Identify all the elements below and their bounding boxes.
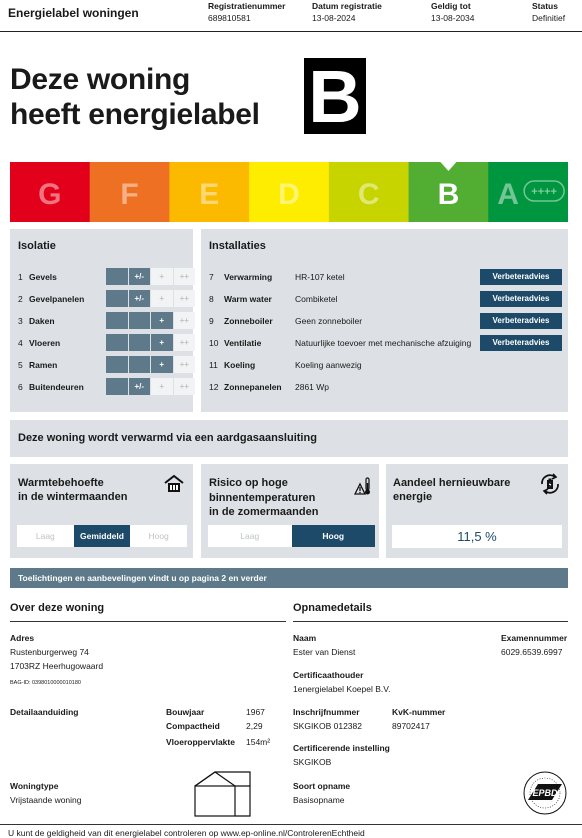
warmte-level-laag: Laag bbox=[17, 525, 74, 547]
scale-letter-f: F bbox=[120, 178, 139, 211]
row-name: Koeling bbox=[224, 360, 256, 370]
document-header bbox=[0, 0, 582, 32]
row-number: 3 bbox=[18, 316, 23, 326]
hernieuwbaar-value: 11,5 % bbox=[392, 525, 562, 548]
row-value: Combiketel bbox=[295, 294, 338, 304]
isolatie-row bbox=[18, 356, 190, 374]
row-name: Gevelpanelen bbox=[29, 294, 85, 304]
woningtype-value: Vrijstaande woning bbox=[10, 795, 82, 805]
row-name: Gevels bbox=[29, 272, 57, 282]
isolatie-rating-bar bbox=[106, 334, 196, 351]
hernieuwbaar-title: Aandeel hernieuwbare energie bbox=[393, 477, 511, 503]
rating-cell: + bbox=[151, 356, 173, 373]
installaties-title: Installaties bbox=[209, 240, 266, 252]
row-number: 7 bbox=[209, 272, 214, 282]
row-name: Verwarming bbox=[224, 272, 273, 282]
detached-house-icon bbox=[193, 770, 253, 823]
row-number: 8 bbox=[209, 294, 214, 304]
header-registratienummer: Registratienummer 689810581 bbox=[208, 1, 286, 23]
risico-title: Risico op hoge binnentemperaturen in de zomermaanden bbox=[209, 477, 319, 518]
row-number: 10 bbox=[209, 338, 219, 348]
rating-cell: + bbox=[151, 268, 173, 285]
header-status: Status Definitief bbox=[532, 1, 566, 23]
row-value: HR-107 ketel bbox=[295, 272, 345, 282]
bouwjaar-value: 1967 bbox=[246, 707, 265, 717]
heating-text: Deze woning wordt verwarmd via een aardgasaansluiting bbox=[18, 432, 317, 444]
installatie-row bbox=[209, 312, 563, 330]
naam-value: Ester van Dienst bbox=[293, 647, 356, 657]
certificaathouder-value: 1energielabel Koepel B.V. bbox=[293, 684, 391, 694]
row-value: Natuurlijke toevoer met mechanische afzuiging bbox=[295, 338, 472, 348]
rating-cell: +/- bbox=[129, 378, 151, 395]
risico-panel bbox=[201, 464, 379, 558]
thermometer-warning-icon bbox=[354, 476, 372, 501]
isolatie-title: Isolatie bbox=[18, 240, 56, 252]
isolatie-rating-bar bbox=[106, 268, 196, 285]
rating-cell: ++ bbox=[174, 290, 196, 307]
installaties-panel bbox=[201, 229, 568, 412]
rating-cell bbox=[106, 378, 128, 395]
row-number: 9 bbox=[209, 316, 214, 326]
scale-letter-a: A bbox=[497, 178, 519, 211]
renewable-battery-icon bbox=[538, 472, 562, 501]
rating-cell: + bbox=[151, 290, 173, 307]
verbeteradvies-button[interactable]: Verbeteradvies bbox=[480, 335, 562, 351]
isolatie-rating-bar bbox=[106, 290, 196, 307]
row-name: Ramen bbox=[29, 360, 58, 370]
examennummer-label: Examennummer bbox=[501, 633, 568, 643]
installatie-row bbox=[209, 334, 563, 352]
header-geldig-tot: Geldig tot 13-08-2034 bbox=[431, 1, 475, 23]
rating-cell: ++ bbox=[174, 378, 196, 395]
inschrijfnummer-label: Inschrijfnummer bbox=[293, 707, 360, 717]
energy-label-letter: B bbox=[304, 58, 366, 134]
rating-cell: + bbox=[151, 378, 173, 395]
woning-section-title: Over deze woning bbox=[10, 602, 105, 614]
row-value: 2861 Wp bbox=[295, 382, 330, 392]
rating-cell bbox=[106, 268, 128, 285]
woning-divider bbox=[10, 621, 286, 622]
verbeteradvies-button[interactable]: Verbeteradvies bbox=[480, 313, 562, 329]
rating-cell: + bbox=[151, 334, 173, 351]
certificerende-instelling-value: SKGIKOB bbox=[293, 757, 332, 767]
row-number: 6 bbox=[18, 382, 23, 392]
row-value: Geen zonneboiler bbox=[295, 316, 363, 326]
adres-label: Adres bbox=[10, 633, 35, 643]
certificerende-instelling-label: Certificerende instelling bbox=[293, 743, 390, 753]
isolatie-rating-bar bbox=[106, 378, 196, 395]
woningtype-label: Woningtype bbox=[10, 781, 59, 791]
rating-cell: ++ bbox=[174, 334, 196, 351]
row-number: 12 bbox=[209, 382, 219, 392]
isolatie-row bbox=[18, 312, 190, 330]
verbeteradvies-button[interactable]: Verbeteradvies bbox=[480, 291, 562, 307]
inschrijfnummer-value: SKGIKOB 012382 bbox=[293, 721, 362, 731]
installatie-row bbox=[209, 290, 563, 308]
rating-cell: ++ bbox=[174, 268, 196, 285]
rating-cell bbox=[129, 334, 151, 351]
adres-line1: Rustenburgerweg 74 bbox=[10, 647, 89, 657]
verbeteradvies-button[interactable]: Verbeteradvies bbox=[480, 269, 562, 285]
opname-divider bbox=[293, 621, 568, 622]
warmtebehoefte-panel bbox=[10, 464, 193, 558]
heating-panel bbox=[10, 420, 568, 457]
energy-scale-graphic bbox=[10, 162, 568, 222]
warmtebehoefte-scale bbox=[17, 525, 187, 547]
a-plus-label: ++++ bbox=[531, 186, 557, 198]
compactheid-label: Compactheid bbox=[166, 721, 220, 731]
bag-id: BAG-ID: 0398010000010180 bbox=[10, 680, 81, 686]
row-name: Ventilatie bbox=[224, 338, 262, 348]
scale-letter-c: C bbox=[357, 178, 380, 211]
isolatie-rating-bar bbox=[106, 312, 196, 329]
opname-section-title: Opnamedetails bbox=[293, 602, 372, 614]
row-name: Daken bbox=[29, 316, 55, 326]
row-name: Buitendeuren bbox=[29, 382, 84, 392]
soort-opname-label: Soort opname bbox=[293, 781, 351, 791]
rating-cell: + bbox=[151, 312, 173, 329]
vloeroppervlakte-value: 154m² bbox=[246, 737, 271, 747]
row-name: Zonneboiler bbox=[224, 316, 273, 326]
warmtebehoefte-title: Warmtebehoefte in de wintermaanden bbox=[18, 477, 128, 503]
risico-level-hoog: Hoog bbox=[292, 525, 376, 547]
hernieuwbaar-panel bbox=[386, 464, 568, 558]
row-name: Zonnepanelen bbox=[224, 382, 282, 392]
warmte-level-hoog: Hoog bbox=[130, 525, 187, 547]
rating-cell bbox=[106, 290, 128, 307]
rating-cell bbox=[129, 356, 151, 373]
scale-letter-e: E bbox=[199, 178, 220, 211]
isolatie-row bbox=[18, 378, 190, 396]
footer-text: U kunt de geldigheid van dit energielabel controleren op www.ep-online.nl/ControlerenEchtheid bbox=[8, 828, 365, 838]
isolatie-panel bbox=[10, 229, 193, 412]
rating-cell: ++ bbox=[174, 356, 196, 373]
bouwjaar-label: Bouwjaar bbox=[166, 707, 205, 717]
isolatie-row bbox=[18, 268, 190, 286]
installatie-row bbox=[209, 356, 563, 374]
rating-cell bbox=[106, 312, 128, 329]
scale-letter-b: B bbox=[437, 178, 460, 211]
certificaathouder-label: Certificaathouder bbox=[293, 670, 364, 680]
headline: Deze woning heeft energielabel bbox=[10, 63, 260, 131]
rating-cell: ++ bbox=[174, 312, 196, 329]
compactheid-value: 2,29 bbox=[246, 721, 263, 731]
row-name: Vloeren bbox=[29, 338, 61, 348]
row-number: 1 bbox=[18, 272, 23, 282]
adres-line2: 1703RZ Heerhugowaard bbox=[10, 661, 104, 671]
energy-scale bbox=[10, 162, 568, 222]
row-number: 2 bbox=[18, 294, 23, 304]
risico-scale bbox=[208, 525, 375, 547]
row-name: Warm water bbox=[224, 294, 272, 304]
soort-opname-value: Basisopname bbox=[293, 795, 345, 805]
info-strip: Toelichtingen en aanbevelingen vindt u op pagina 2 en verder bbox=[10, 568, 568, 588]
row-value: Koeling aanwezig bbox=[295, 360, 362, 370]
detail-label: Detailaanduiding bbox=[10, 707, 79, 717]
row-number: 11 bbox=[209, 360, 218, 370]
svg-text:EPBD: EPBD bbox=[532, 788, 558, 798]
footer-divider bbox=[0, 824, 582, 825]
scale-letter-d: D bbox=[278, 178, 300, 211]
risico-level-laag: Laag bbox=[208, 525, 292, 547]
installatie-row bbox=[209, 268, 563, 286]
rating-cell bbox=[129, 312, 151, 329]
row-number: 4 bbox=[18, 338, 23, 348]
naam-label: Naam bbox=[293, 633, 317, 643]
installatie-row bbox=[209, 378, 563, 396]
scale-letter-g: G bbox=[38, 178, 62, 211]
kvk-label: KvK-nummer bbox=[392, 707, 446, 717]
isolatie-row bbox=[18, 334, 190, 352]
vloeroppervlakte-label: Vloeroppervlakte bbox=[166, 737, 235, 747]
rating-cell bbox=[106, 334, 128, 351]
epbd-logo bbox=[522, 770, 568, 821]
isolatie-row bbox=[18, 290, 190, 308]
header-datum-registratie: Datum registratie 13-08-2024 bbox=[312, 1, 382, 23]
house-icon bbox=[164, 474, 184, 499]
rating-cell: +/- bbox=[129, 268, 151, 285]
warmte-level-gemiddeld: Gemiddeld bbox=[74, 525, 131, 547]
kvk-value: 89702417 bbox=[392, 721, 430, 731]
row-number: 5 bbox=[18, 360, 23, 370]
rating-cell: +/- bbox=[129, 290, 151, 307]
examennummer-value: 6029.6539.6997 bbox=[501, 647, 563, 657]
rating-cell bbox=[106, 356, 128, 373]
document-title: Energielabel woningen bbox=[8, 6, 139, 20]
isolatie-rating-bar bbox=[106, 356, 196, 373]
